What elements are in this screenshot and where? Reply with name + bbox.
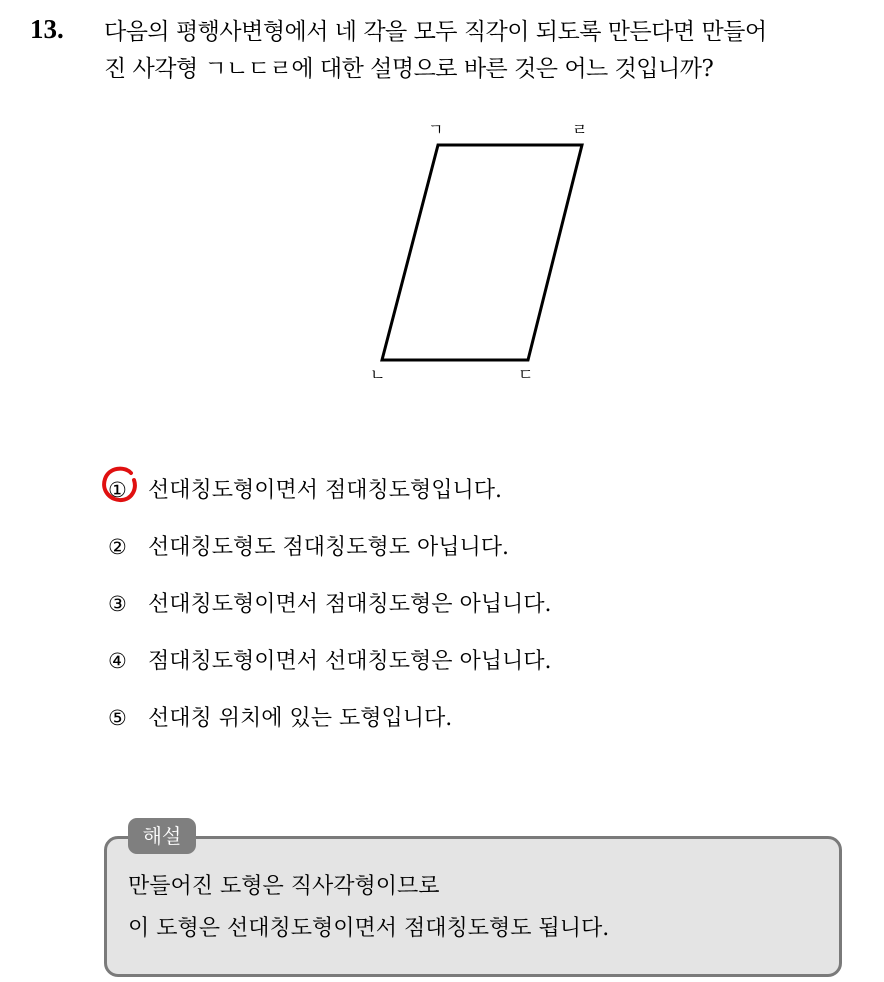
answer-circle-mark xyxy=(101,465,139,503)
question-number: 13. xyxy=(30,14,64,44)
choice-text: 선대칭도형이면서 점대칭도형입니다. xyxy=(148,478,503,503)
choice-text: 선대칭 위치에 있는 도형입니다. xyxy=(148,706,453,731)
choice-text: 선대칭도형도 점대칭도형도 아닙니다. xyxy=(148,535,510,560)
choice-text: 선대칭도형이면서 점대칭도형은 아닙니다. xyxy=(148,592,552,617)
choice-text: 점대칭도형이면서 선대칭도형은 아닙니다. xyxy=(148,649,552,674)
question-text xyxy=(104,14,874,88)
explanation-tag: 해설 xyxy=(128,818,196,854)
choice-number: ① xyxy=(108,478,127,502)
choice-2[interactable] xyxy=(108,529,509,565)
choice-1[interactable] xyxy=(108,472,502,508)
vertex-label-bottom-right: ㄷ xyxy=(518,365,534,384)
question-line-1: 다음의 평행사변형에서 네 각을 모두 직각이 되도록 만든다면 만들어 xyxy=(104,19,767,45)
question-line-2: 진 사각형 ㄱㄴㄷㄹ에 대한 설명으로 바른 것은 어느 것입니까? xyxy=(104,56,714,82)
explanation-text xyxy=(128,866,828,950)
choice-number: ② xyxy=(108,535,127,559)
choice-4[interactable] xyxy=(108,643,552,679)
explanation-line-1: 만들어진 도형은 직사각형이므로 xyxy=(128,874,440,899)
choice-number: ④ xyxy=(108,649,127,673)
vertex-label-top-left: ㄱ xyxy=(428,120,444,139)
choice-number: ⑤ xyxy=(108,706,127,730)
parallelogram-figure xyxy=(360,115,600,385)
vertex-label-bottom-left: ㄴ xyxy=(370,365,386,384)
parallelogram-shape xyxy=(382,145,582,360)
choice-number: ③ xyxy=(108,592,127,616)
choice-3[interactable] xyxy=(108,586,552,622)
choice-5[interactable] xyxy=(108,700,452,736)
explanation-line-2: 이 도형은 선대칭도형이면서 점대칭도형도 됩니다. xyxy=(128,916,610,941)
vertex-label-top-right: ㄹ xyxy=(572,120,588,139)
